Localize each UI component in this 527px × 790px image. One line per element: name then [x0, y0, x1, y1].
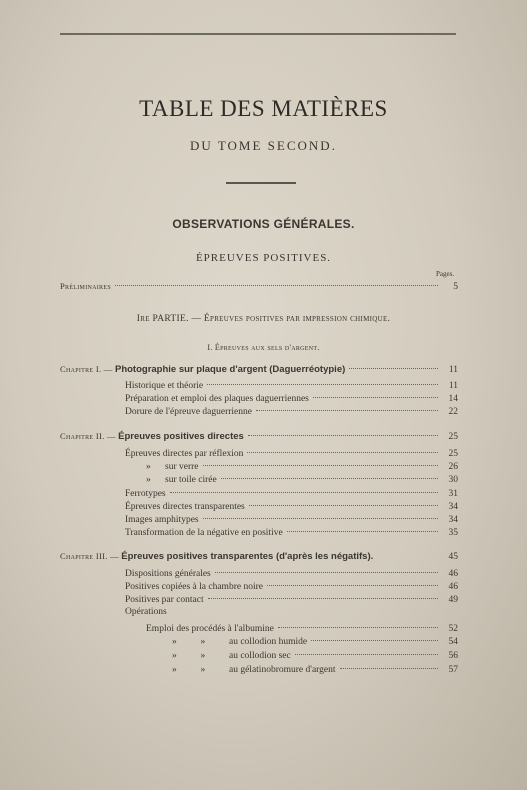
dot-leader — [287, 531, 438, 532]
toc-label: Positives par contact — [125, 595, 204, 605]
toc-label: Ferrotypes — [125, 489, 166, 499]
dot-leader — [115, 285, 438, 286]
toc-chapter-3[interactable] — [60, 551, 458, 562]
toc-label: » » au collodion humide — [172, 637, 308, 647]
toc-page: 54 — [448, 637, 458, 647]
toc-label: Dorure de l'épreuve daguerrienne — [125, 407, 252, 417]
toc-page: 35 — [448, 528, 458, 538]
toc-entry[interactable] — [125, 528, 458, 538]
chapter-label: Chapitre III. — — [60, 551, 119, 561]
page-title: TABLE DES MATIÈRES — [139, 96, 388, 121]
dot-leader — [267, 585, 438, 586]
dot-leader — [256, 410, 438, 411]
dot-leader — [278, 627, 438, 628]
toc-entry[interactable] — [172, 651, 458, 661]
dot-leader — [249, 505, 438, 506]
dot-leader — [248, 435, 438, 436]
dot-leader — [203, 465, 439, 466]
toc-page: 30 — [448, 475, 458, 485]
toc-label: » sur verre — [146, 462, 199, 472]
dot-leader — [215, 572, 438, 573]
dot-leader — [170, 492, 438, 493]
toc-entry[interactable] — [125, 449, 458, 459]
toc-page: 31 — [448, 489, 458, 499]
chapter-title: Photographie sur plaque d'argent (Daguerréotypie) — [114, 364, 346, 375]
title-divider — [226, 182, 296, 184]
dot-leader — [349, 368, 438, 369]
toc-entry-preliminaires[interactable] — [60, 281, 458, 292]
top-rule — [60, 33, 456, 35]
toc-label: Historique et théorie — [125, 381, 204, 391]
toc-entry[interactable] — [125, 394, 458, 404]
toc-page: 56 — [448, 651, 458, 661]
toc-chapter-2[interactable] — [60, 431, 458, 442]
chapter-label: Chapitre II. — — [60, 431, 116, 441]
toc-page: 46 — [448, 569, 458, 579]
toc-operations-label: Opérations — [125, 607, 167, 617]
toc-page: 52 — [448, 624, 458, 634]
toc-page: 22 — [448, 407, 458, 417]
section-heading: OBSERVATIONS GÉNÉRALES. — [172, 217, 355, 231]
subsection-heading: ÉPREUVES POSITIVES. — [195, 252, 332, 264]
toc-entry[interactable] — [125, 582, 458, 592]
pages-column-label: Pages. — [436, 270, 455, 278]
dot-leader — [221, 478, 438, 479]
toc-label: Préparation et emploi des plaques daguerriennes — [125, 394, 309, 404]
toc-page: 25 — [448, 449, 458, 459]
toc-entry[interactable] — [146, 624, 458, 634]
toc-page: 49 — [448, 595, 458, 605]
toc-page: 14 — [448, 394, 458, 404]
dot-leader — [295, 654, 438, 655]
toc-entry[interactable] — [125, 515, 458, 525]
toc-label: Dispositions générales — [125, 569, 211, 579]
dot-leader — [247, 452, 438, 453]
toc-label: » » au gélatinobromure d'argent — [172, 665, 336, 675]
toc-entry[interactable] — [146, 462, 458, 472]
chapter-title: Épreuves positives directes — [118, 431, 244, 442]
toc-label: Préliminaires — [60, 281, 111, 291]
chapter-title: Épreuves positives transparentes (d'après les négatifs). — [121, 551, 374, 562]
chapter-label: Chapitre I. — — [60, 364, 113, 374]
part-heading: Ire PARTIE. — Épreuves positives par impression chimique. — [136, 314, 391, 324]
toc-entry[interactable] — [125, 569, 458, 579]
toc-label: » » au collodion sec — [172, 651, 291, 661]
dot-leader — [313, 397, 438, 398]
dot-leader — [340, 668, 438, 669]
page-subtitle: DU TOME SECOND. — [190, 138, 337, 153]
toc-chapter-1[interactable] — [60, 364, 458, 375]
dot-leader — [311, 640, 438, 641]
toc-label: Images amphitypes — [125, 515, 199, 525]
toc-entry[interactable] — [125, 502, 458, 512]
toc-entry[interactable] — [172, 637, 458, 647]
toc-page: 45 — [448, 552, 458, 562]
toc-page: 26 — [448, 462, 458, 472]
toc-page: 34 — [448, 502, 458, 512]
section-i-heading: I. Épreuves aux sels d'argent. — [207, 343, 320, 352]
toc-page: 11 — [448, 365, 458, 375]
toc-entry[interactable] — [125, 407, 458, 417]
dot-leader — [208, 598, 438, 599]
toc-page: 25 — [448, 432, 458, 442]
toc-page: 46 — [448, 582, 458, 592]
toc-label: Transformation de la négative en positive — [125, 528, 283, 538]
toc-entry[interactable] — [146, 475, 458, 485]
toc-label: Épreuves directes transparentes — [125, 502, 245, 512]
toc-label: Positives copiées à la chambre noire — [125, 582, 263, 592]
toc-entry[interactable] — [125, 489, 458, 499]
toc-entry[interactable] — [172, 665, 458, 675]
toc-entry[interactable] — [125, 381, 458, 391]
toc-label: Emploi des procédés à l'albumine — [146, 624, 274, 634]
toc-page: 5 — [453, 282, 458, 292]
toc-page: 57 — [448, 665, 458, 675]
toc-page: 11 — [448, 381, 458, 391]
toc-label: Épreuves directes par réflexion — [125, 449, 244, 459]
dot-leader — [203, 518, 438, 519]
toc-entry[interactable] — [125, 595, 458, 605]
toc-label: » sur toile cirée — [146, 475, 217, 485]
dot-leader — [207, 384, 438, 385]
toc-page: 34 — [448, 515, 458, 525]
